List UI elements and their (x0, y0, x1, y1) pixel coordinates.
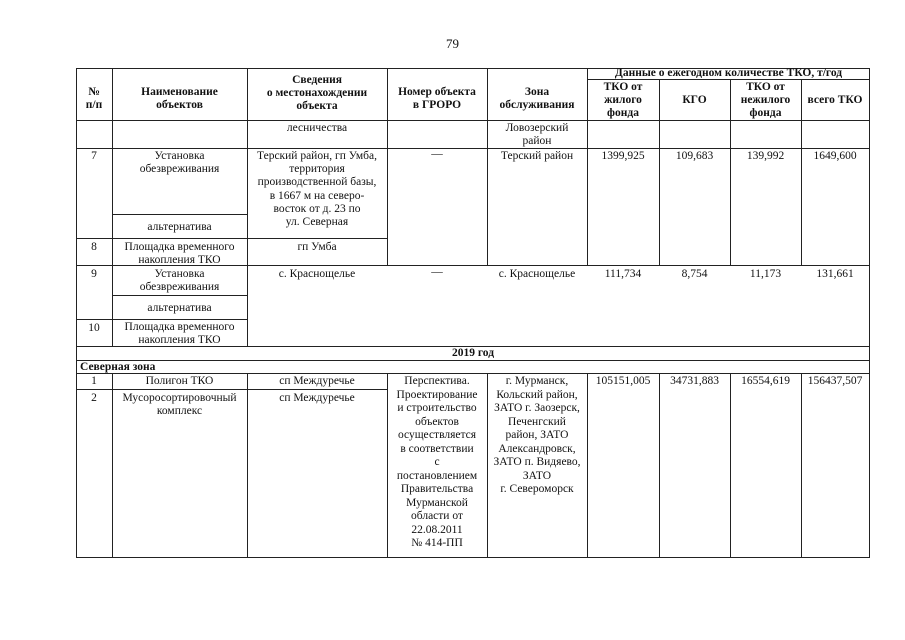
r7-alt: альтернатива (147, 221, 212, 233)
r8-location: гп Умба (297, 241, 337, 253)
n1-location: сп Междуречье (279, 375, 355, 387)
n2-name: Мусоросортировочный комплекс (122, 392, 237, 418)
r9-location: с. Краснощелье (278, 268, 356, 280)
north-zone-service: г. Мурманск, Кольский район, ЗАТО г. Заозерск, Печенгский район, ЗАТО Александровск, ЗАТО п. Видяево, ЗАТО г. Североморск (493, 375, 581, 495)
header-groro: Номер объекта в ГРОРО (398, 86, 476, 112)
r0-zone: Ловозерский район (505, 122, 569, 148)
r7-zone: Терский район (500, 150, 574, 162)
header-tko-res: ТКО от жилого фонда (603, 81, 643, 120)
header-location: Сведения о местонахождении объекта (266, 74, 368, 113)
r7-groro: — (431, 148, 443, 160)
header-kgo: КГО (682, 94, 707, 106)
r7-location: Терский район, гп Умба, территория производственной базы, в 1667 м на северо- восток от д. 23 по ул. Северная (257, 150, 377, 229)
r8-num: 8 (91, 241, 97, 253)
n1-num: 1 (91, 375, 97, 387)
r0-location: лесничества (286, 122, 348, 134)
header-num: № п/п (85, 86, 103, 112)
r9-kgo: 8,754 (681, 268, 708, 280)
r7-num: 7 (91, 150, 97, 162)
r7-total: 1649,600 (813, 150, 857, 162)
n2-num: 2 (91, 392, 97, 404)
header-tko-total: всего ТКО (807, 94, 863, 106)
r8-name: Площадка временного накопления ТКО (124, 241, 235, 267)
r9-zone: с. Краснощелье (498, 268, 576, 280)
r7-tko-res: 1399,925 (601, 150, 645, 162)
r9-alt: альтернатива (147, 302, 212, 314)
r9-tko-nonres: 11,173 (749, 268, 782, 280)
n1-tko-nonres: 16554,619 (741, 375, 790, 387)
r7-kgo: 109,683 (675, 150, 714, 162)
header-name: Наименование объектов (141, 86, 218, 112)
n1-total: 156437,507 (807, 375, 863, 387)
year-row: 2019 год (451, 347, 495, 359)
north-zone-label: Северная зона (80, 361, 156, 373)
n1-tko-res: 105151,005 (595, 375, 651, 387)
n2-location: сп Междуречье (279, 392, 355, 404)
header-zone: Зона обслуживания (499, 86, 575, 112)
n1-kgo: 34731,883 (670, 375, 719, 387)
r10-num: 10 (88, 322, 100, 334)
n1-name: Полигон ТКО (145, 375, 214, 387)
north-groro: Перспектива. Проектирование и строительство объектов осуществляется в соответствии с постановлением Правительства Мурманской области от 22.08.2011 № 414-ПП (396, 375, 478, 549)
header-data-group: Данные о ежегодном количестве ТКО, т/год (614, 67, 843, 79)
r9-name: Установка обезвреживания (139, 268, 220, 294)
r9-num: 9 (91, 268, 97, 280)
r9-groro: — (431, 266, 443, 278)
header-tko-nonres: ТКО от нежилого фонда (740, 81, 791, 120)
r7-tko-nonres: 139,992 (746, 150, 785, 162)
page-number: 79 (446, 36, 459, 51)
r9-tko-res: 111,734 (604, 268, 642, 280)
r7-name: Установка обезвреживания (139, 150, 220, 176)
r9-total: 131,661 (816, 268, 854, 280)
r10-name: Площадка временного накопления ТКО (124, 321, 235, 347)
